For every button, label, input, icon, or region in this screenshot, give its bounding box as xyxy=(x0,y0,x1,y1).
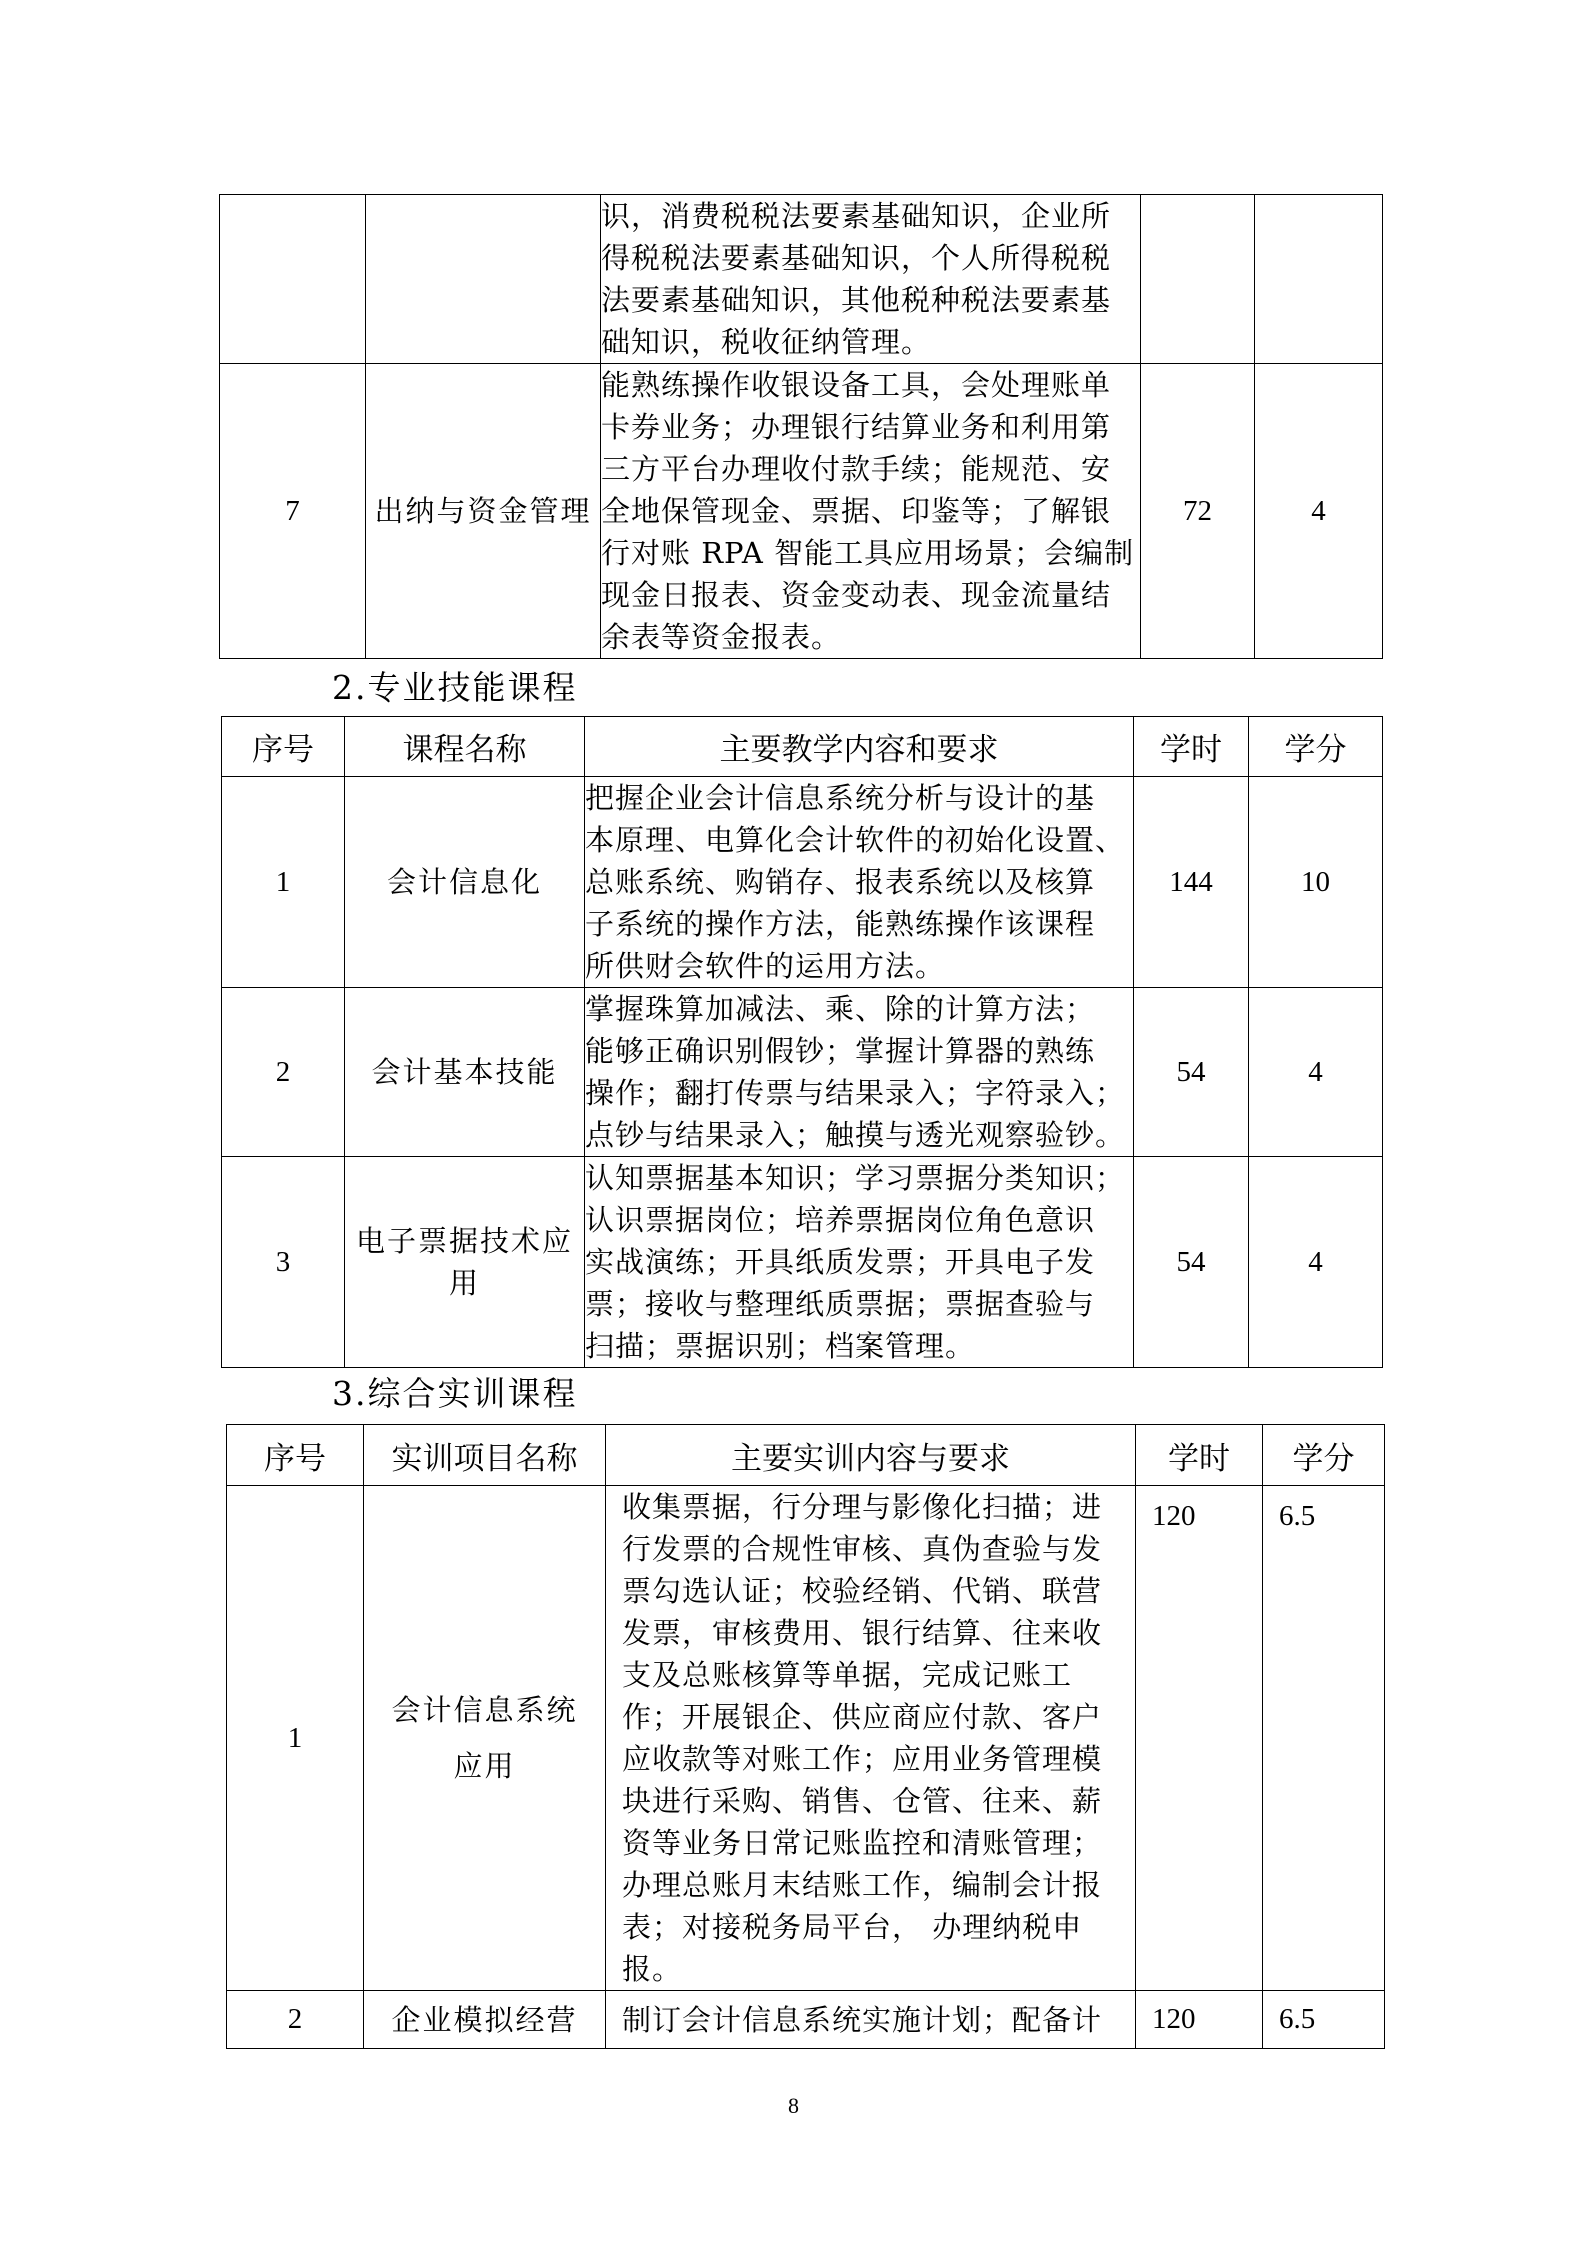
course-content: 认知票据基本知识；学习票据分类知识； 认识票据岗位；培养票据岗位角色意识 实战演练；开具纸质发票；开具电子发 票；接收与整理纸质票据；票据查验与 扫描；票据识别；档案管理。 xyxy=(585,1157,1134,1368)
course-content: 制订会计信息系统实施计划；配备计 xyxy=(606,1991,1136,2049)
course-content: 把握企业会计信息系统分析与设计的基 本原理、电算化会计软件的初始化设置、 总账系统、购销存、报表系统以及核算 子系统的操作方法，能熟练操作该课程 所供财会软件的运用方法。 xyxy=(585,777,1134,988)
credits: 4 xyxy=(1249,988,1383,1157)
row-number: 2 xyxy=(222,988,345,1157)
professional-skills-table xyxy=(221,716,1383,1368)
hours: 120 xyxy=(1136,1991,1263,2049)
header-credits: 学分 xyxy=(1249,717,1383,777)
row-number: 1 xyxy=(227,1486,364,1991)
course-table-continued xyxy=(219,194,1383,659)
course-name xyxy=(366,195,601,364)
hours xyxy=(1141,195,1255,364)
hours: 54 xyxy=(1134,1157,1249,1368)
header-hours: 学时 xyxy=(1134,717,1249,777)
section-heading-professional-skills: 2.专业技能课程 xyxy=(332,668,578,707)
credits: 10 xyxy=(1249,777,1383,988)
course-content: 掌握珠算加减法、乘、除的计算方法； 能够正确识别假钞；掌握计算器的熟练 操作；翻打传票与结果录入；字符录入； 点钞与结果录入；触摸与透光观察验钞。 xyxy=(585,988,1134,1157)
course-content: 收集票据，行分理与影像化扫描；进 行发票的合规性审核、真伪查验与发 票勾选认证；校验经销、代销、联营 发票，审核费用、银行结算、往来收 支及总账核算等单据，完成记账工 作；开展银企、供应商应付款、客户 应收款等对账工作；应用业务管理模 块进行采购、销售、仓管、往来、薪 资等业务日常记账监控和清账管理； 办理总账月末结账工作，编制会计报 表；对接税务局平台， 办理纳税申 报。 xyxy=(606,1486,1136,1991)
header-no: 序号 xyxy=(227,1425,364,1486)
hours: 120 xyxy=(1136,1486,1263,1991)
credits: 4 xyxy=(1249,1157,1383,1368)
credits: 4 xyxy=(1255,364,1383,659)
course-name: 会计信息系统 应用 xyxy=(364,1486,606,1991)
page-number: 8 xyxy=(788,2093,799,2118)
credits xyxy=(1255,195,1383,364)
row-number: 1 xyxy=(222,777,345,988)
hours: 72 xyxy=(1141,364,1255,659)
header-name: 课程名称 xyxy=(345,717,585,777)
comprehensive-training-table xyxy=(226,1424,1385,2049)
header-no: 序号 xyxy=(222,717,345,777)
row-number: 3 xyxy=(222,1157,345,1368)
course-name: 会计基本技能 xyxy=(345,988,585,1157)
credits: 6.5 xyxy=(1263,1991,1385,2049)
course-name: 会计信息化 xyxy=(345,777,585,988)
course-content: 能熟练操作收银设备工具，会处理账单 卡券业务；办理银行结算业务和利用第 三方平台办理收付款手续；能规范、安 全地保管现金、票据、印鉴等；了解银 行对账 RPA 智能工具应用场景；会编制 现金日报表、资金变动表、现金流量结 余表等资金报表。 xyxy=(601,364,1141,659)
header-content: 主要实训内容与要求 xyxy=(606,1425,1136,1486)
header-credits: 学分 xyxy=(1263,1425,1385,1486)
table-header-row xyxy=(227,1425,1385,1486)
hours: 144 xyxy=(1134,777,1249,988)
header-content: 主要教学内容和要求 xyxy=(585,717,1134,777)
table-header-row xyxy=(222,717,1383,777)
row-number xyxy=(220,195,366,364)
course-name: 出纳与资金管理 xyxy=(366,364,601,659)
row-number: 2 xyxy=(227,1991,364,2049)
table-row xyxy=(227,1486,1385,1991)
row-number: 7 xyxy=(220,364,366,659)
course-content: 识，消费税税法要素基础知识，企业所 得税税法要素基础知识，个人所得税税 法要素基础知识，其他税种税法要素基 础知识，税收征纳管理。 xyxy=(601,195,1141,364)
header-hours: 学时 xyxy=(1136,1425,1263,1486)
hours: 54 xyxy=(1134,988,1249,1157)
credits: 6.5 xyxy=(1263,1486,1385,1991)
table-row xyxy=(222,777,1383,988)
table-row xyxy=(220,364,1383,659)
table-row xyxy=(222,1157,1383,1368)
section-heading-comprehensive-training: 3.综合实训课程 xyxy=(332,1374,578,1413)
course-name: 电子票据技术应 用 xyxy=(345,1157,585,1368)
table-row xyxy=(227,1991,1385,2049)
course-name: 企业模拟经营 xyxy=(364,1991,606,2049)
table-row xyxy=(220,195,1383,364)
table-row xyxy=(222,988,1383,1157)
header-name: 实训项目名称 xyxy=(364,1425,606,1486)
